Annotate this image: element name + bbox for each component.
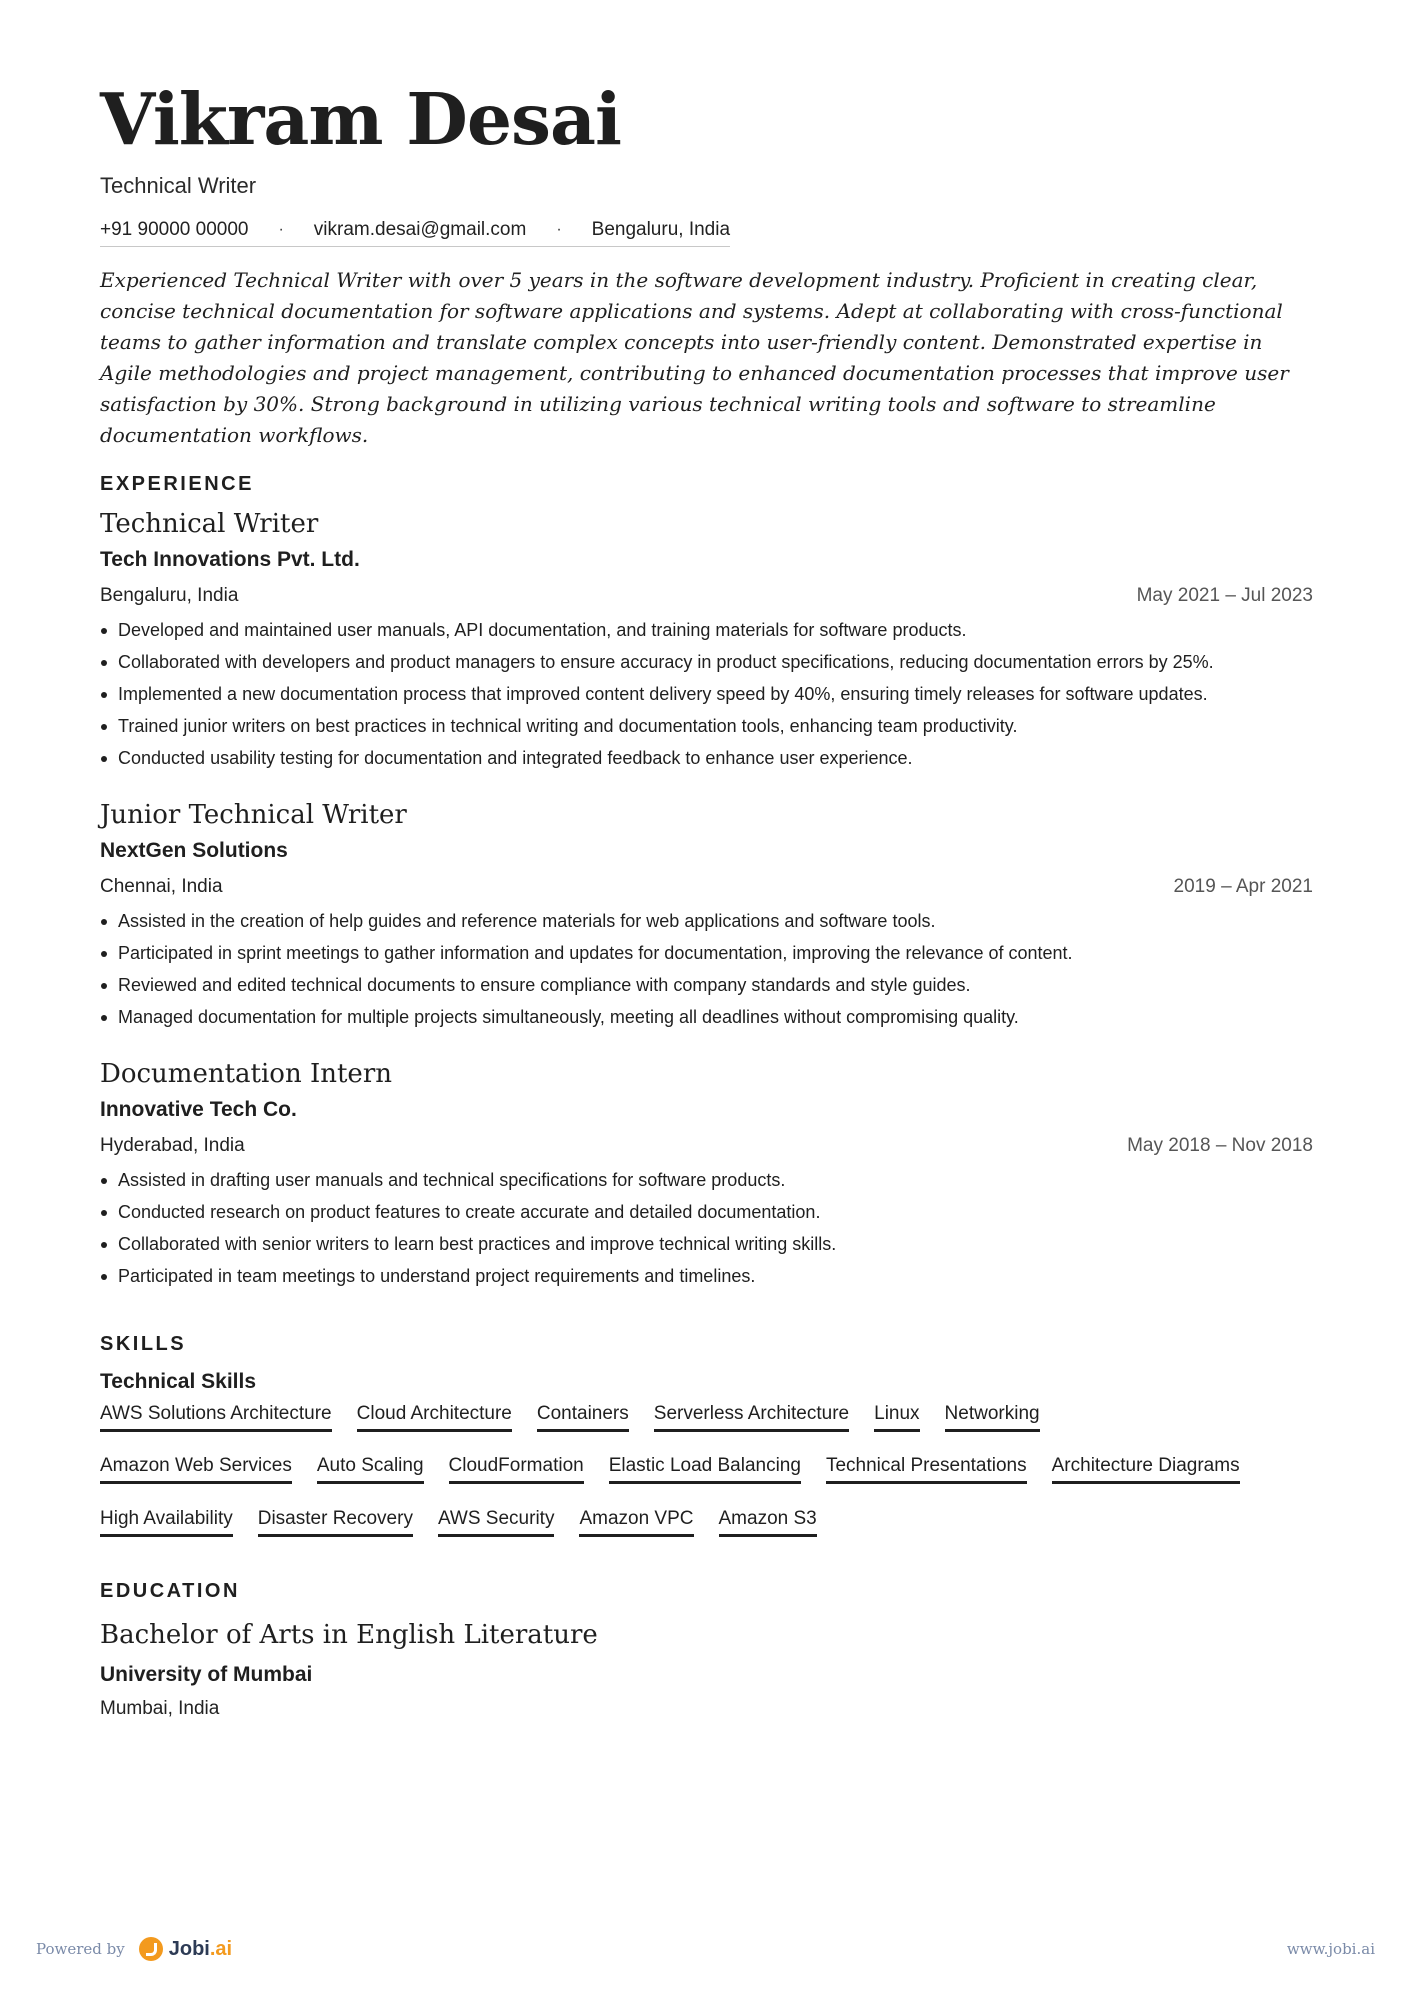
jobi-logo-icon (139, 1937, 163, 1961)
skill-tag: Architecture Diagrams (1052, 1455, 1240, 1484)
jobi-logo-text (169, 1938, 232, 1961)
list-item: Conducted usability testing for documentation and integrated feedback to enhance user experience. (100, 742, 1313, 774)
list-item: Conducted research on product features to create accurate and detailed documentation. (100, 1196, 1313, 1228)
contact-separator: · (278, 221, 284, 238)
job-meta-row (100, 869, 1313, 905)
candidate-name: Vikram Desai (100, 77, 621, 161)
education-location: Mumbai, India (100, 1698, 220, 1719)
skill-tag: CloudFormation (449, 1455, 584, 1484)
job-bullets (100, 614, 1313, 774)
list-item: Collaborated with developers and product managers to ensure accuracy in product specifications, reducing documentation errors by 25%. (100, 646, 1313, 678)
job-dates: 2019 – Apr 2021 (1173, 876, 1313, 897)
job-title: Documentation Intern (100, 1059, 392, 1089)
list-item: Developed and maintained user manuals, API documentation, and training materials for software products. (100, 614, 1313, 646)
job-title: Technical Writer (100, 509, 319, 539)
contact-phone[interactable]: +91 90000 00000 (100, 219, 249, 240)
skill-tag: Amazon S3 (719, 1508, 817, 1537)
skills-subheading: Technical Skills (100, 1370, 257, 1393)
powered-by-label: Powered by (36, 1940, 125, 1958)
job-entry (100, 506, 1313, 774)
skill-tag: AWS Solutions Architecture (100, 1403, 332, 1432)
skill-tag: Cloud Architecture (357, 1403, 512, 1432)
job-dates: May 2018 – Nov 2018 (1127, 1135, 1313, 1156)
skill-tag: Linux (874, 1403, 919, 1432)
job-bullets (100, 1164, 1313, 1292)
skill-tags-row (100, 1403, 1065, 1432)
skill-tag: Disaster Recovery (258, 1508, 413, 1537)
list-item: Assisted in the creation of help guides and reference materials for web applications and software tools. (100, 905, 1313, 937)
skill-tag: Networking (945, 1403, 1040, 1432)
list-item: Managed documentation for multiple projects simultaneously, meeting all deadlines without compromising quality. (100, 1001, 1313, 1033)
powered-by-badge[interactable] (36, 1937, 232, 1961)
skill-tag: Containers (537, 1403, 629, 1432)
skill-tag: Elastic Load Balancing (609, 1455, 801, 1484)
job-bullets (100, 905, 1313, 1033)
skill-tag: Amazon VPC (579, 1508, 693, 1537)
job-meta-row (100, 1128, 1313, 1164)
brand-suffix: .ai (209, 1937, 233, 1960)
skill-tag: Auto Scaling (317, 1455, 424, 1484)
contact-email[interactable]: vikram.desai@gmail.com (313, 219, 527, 240)
skill-tag: Technical Presentations (826, 1455, 1027, 1484)
job-title: Junior Technical Writer (100, 800, 407, 830)
list-item: Assisted in drafting user manuals and technical specifications for software products. (100, 1164, 1313, 1196)
job-location: Chennai, India (100, 876, 223, 897)
professional-summary: Experienced Technical Writer with over 5 years in the software development industry. Proficient in creating clear, concise technical documentation for software applications and systems. Adept at collaborating with cross-functional teams to gather information and translate complex concepts into user-friendly content. Demonstrated expertise in Agile methodologies and project management, contributing to enhanced documentation processes that improve user satisfaction by 30%. Strong background in utilizing various technical writing tools and software to streamline documentation workflows. (100, 268, 1289, 447)
skill-tag: High Availability (100, 1508, 233, 1537)
skill-tag: Amazon Web Services (100, 1455, 292, 1484)
job-entry (100, 1056, 1313, 1292)
job-company: Tech Innovations Pvt. Ltd. (100, 548, 360, 571)
list-item: Trained junior writers on best practices in technical writing and documentation tools, enhancing team productivity. (100, 710, 1313, 742)
skill-tags-row (100, 1508, 842, 1537)
skill-tags-row (100, 1455, 1265, 1484)
skill-tag: Serverless Architecture (654, 1403, 849, 1432)
contact-separator: · (556, 221, 562, 238)
job-company: Innovative Tech Co. (100, 1098, 297, 1121)
list-item: Implemented a new documentation process that improved content delivery speed by 40%, ensuring timely releases for software updates. (100, 678, 1313, 710)
brand-main: Jobi (168, 1937, 210, 1960)
job-meta-row (100, 578, 1313, 614)
contact-bar (100, 219, 730, 247)
job-location: Hyderabad, India (100, 1135, 245, 1156)
experience-heading: EXPERIENCE (100, 473, 254, 495)
list-item: Participated in team meetings to understand project requirements and timelines. (100, 1260, 1313, 1292)
candidate-headline: Technical Writer (100, 173, 257, 198)
job-location: Bengaluru, India (100, 585, 239, 606)
education-school: University of Mumbai (100, 1663, 313, 1686)
education-degree: Bachelor of Arts in English Literature (100, 1620, 598, 1650)
job-company: NextGen Solutions (100, 839, 288, 862)
list-item: Collaborated with senior writers to learn best practices and improve technical writing skills. (100, 1228, 1313, 1260)
job-dates: May 2021 – Jul 2023 (1136, 585, 1313, 606)
contact-location: Bengaluru, India (591, 219, 731, 240)
list-item: Participated in sprint meetings to gather information and updates for documentation, improving the relevance of content. (100, 937, 1313, 969)
skill-tag: AWS Security (438, 1508, 555, 1537)
job-entry (100, 797, 1313, 1033)
education-heading: EDUCATION (100, 1580, 240, 1602)
website-link[interactable]: www.jobi.ai (1286, 1940, 1375, 1958)
list-item: Reviewed and edited technical documents to ensure compliance with company standards and style guides. (100, 969, 1313, 1001)
skills-heading: SKILLS (100, 1333, 187, 1355)
